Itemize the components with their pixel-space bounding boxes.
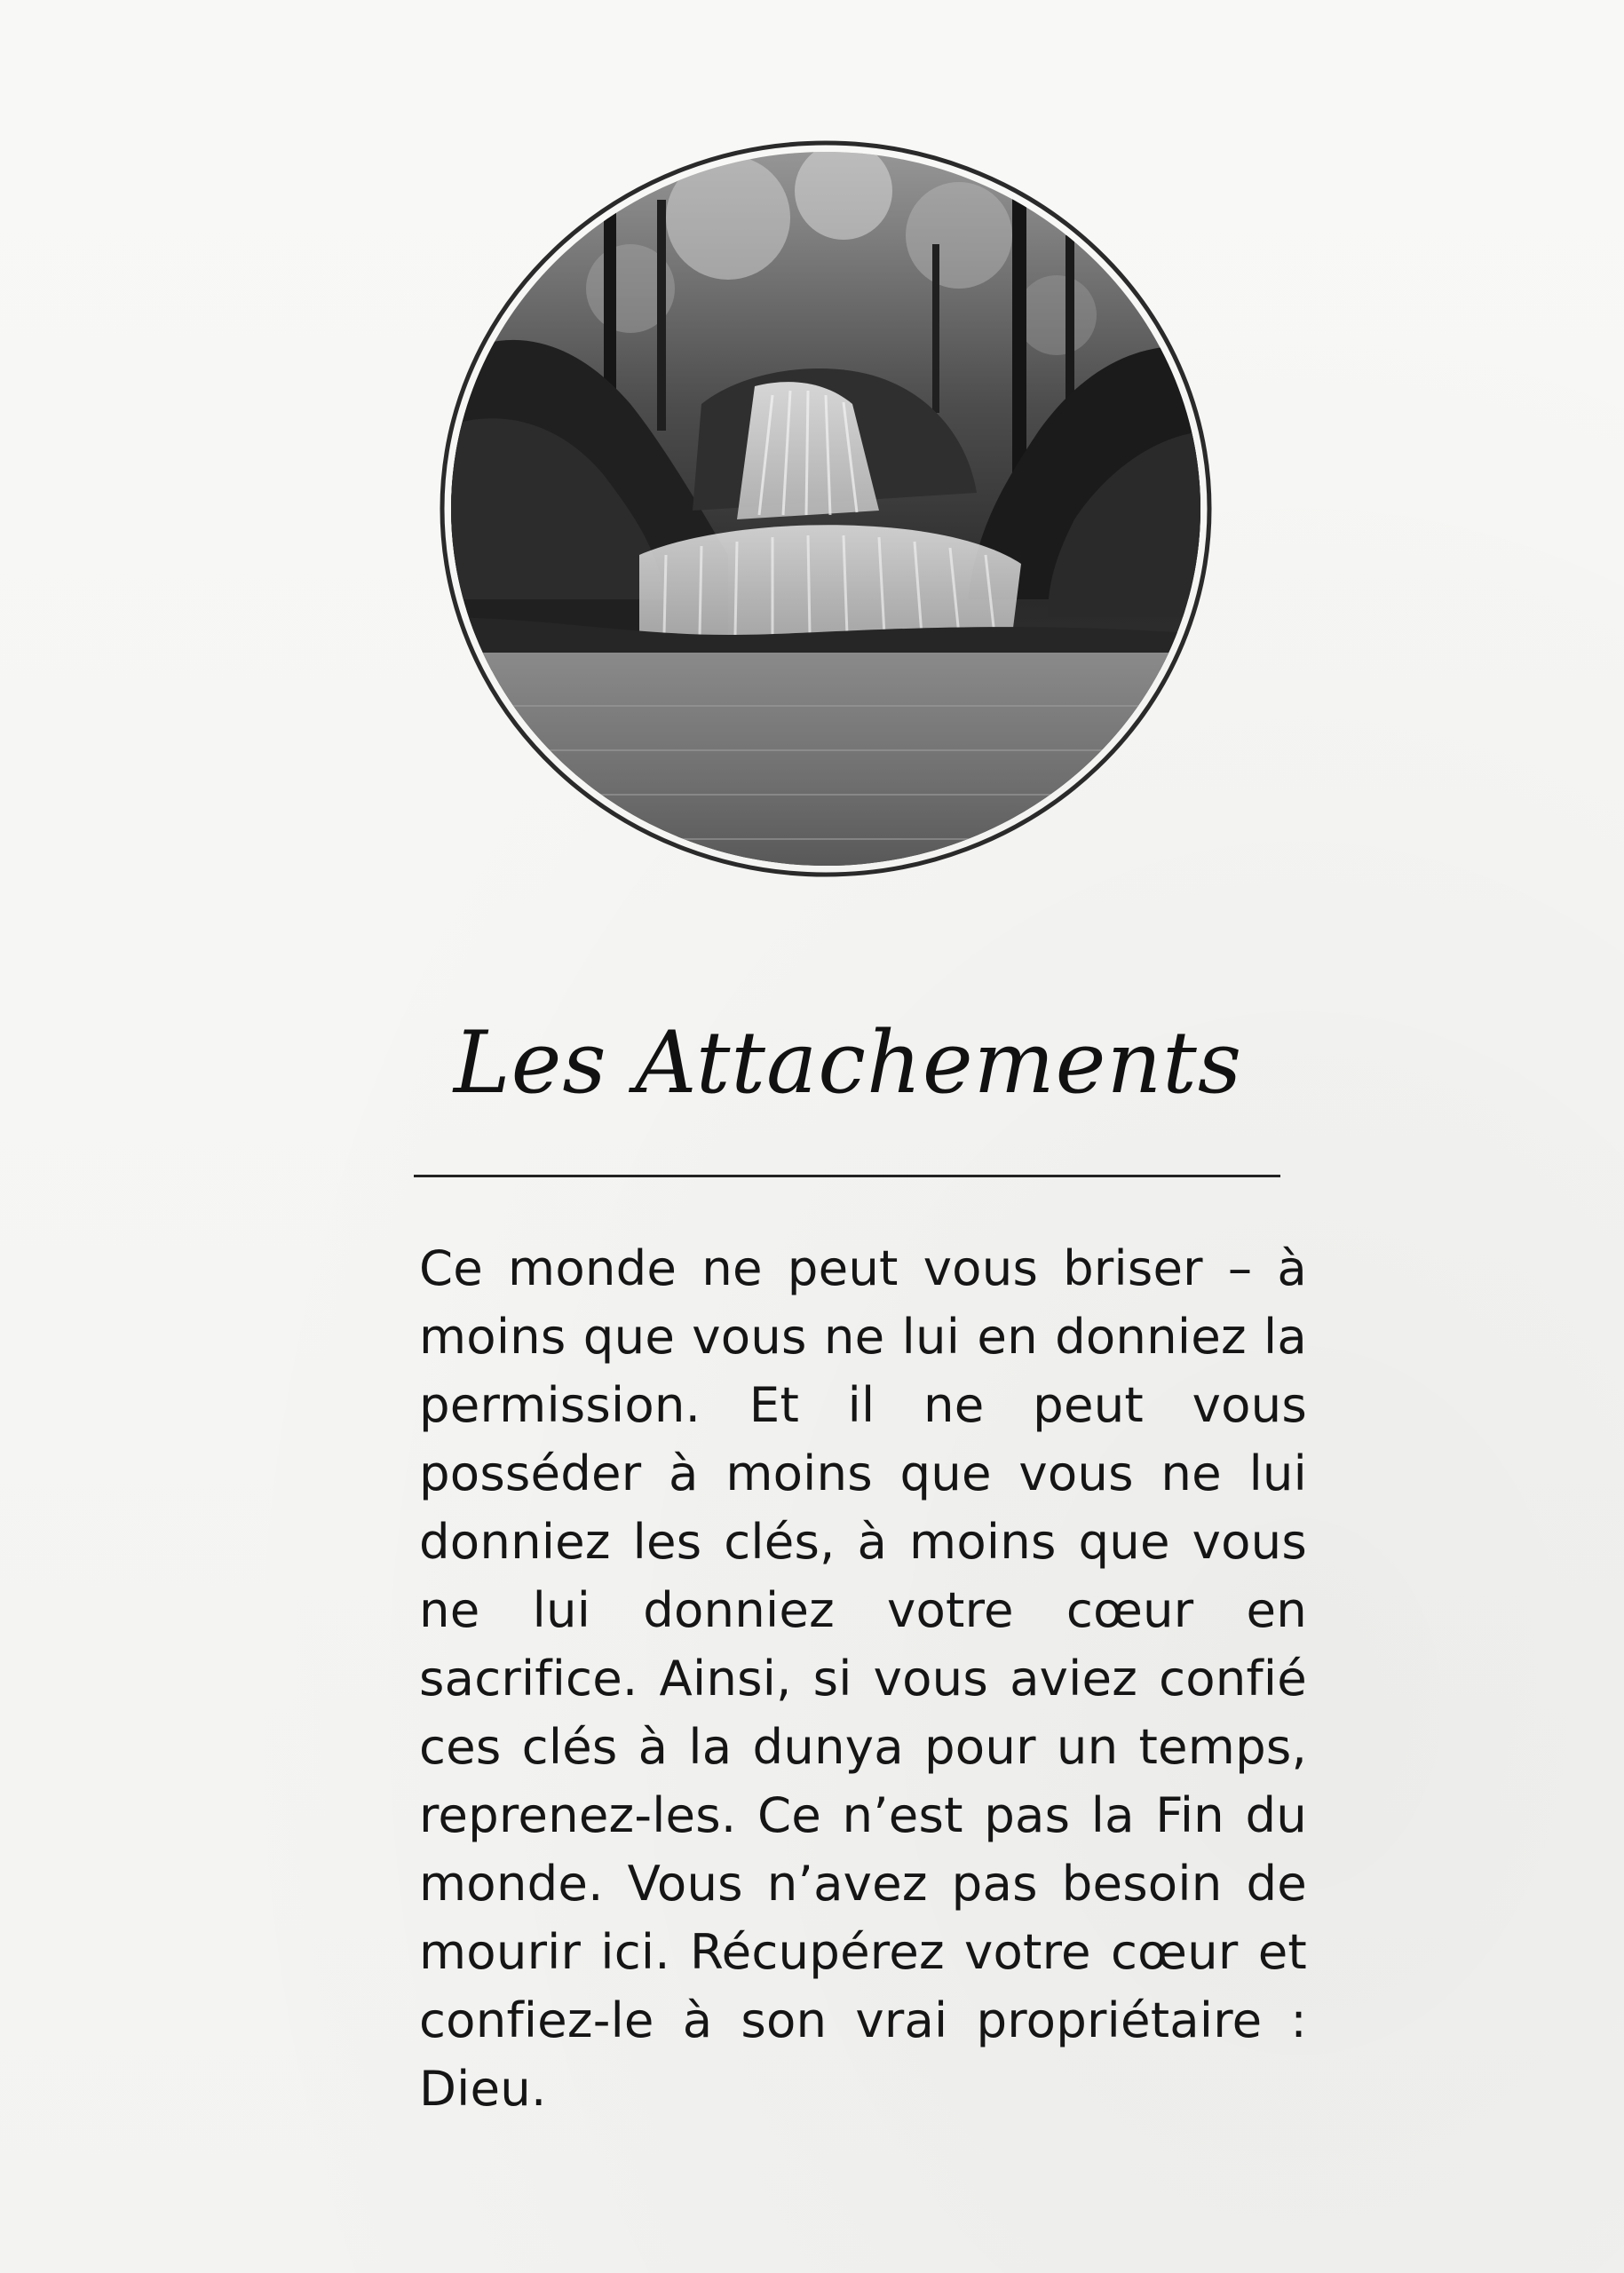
waterfall-illustration [435,138,1216,901]
page-title: Les Attachements [453,1013,1243,1113]
waterfall-vignette-image [435,138,1216,901]
body-paragraph: Ce monde ne peut vous briser – à moins que vous ne lui en donniez la permission. Et il ne peut vous posséder à moins que vous ne lui donniez les clés, à moins que vous ne lui donniez votre cœur en sacrifice. Ainsi, si vous aviez confié ces clés à la dunya pour un temps, reprenez-les. Ce n’est pas la Fin du monde. Vous n’avez pas besoin de mourir ici. Récupérez votre cœur et confiez-le à son vrai propriétaire : Dieu. [419,1239,1307,2117]
title-divider [414,1175,1280,1177]
